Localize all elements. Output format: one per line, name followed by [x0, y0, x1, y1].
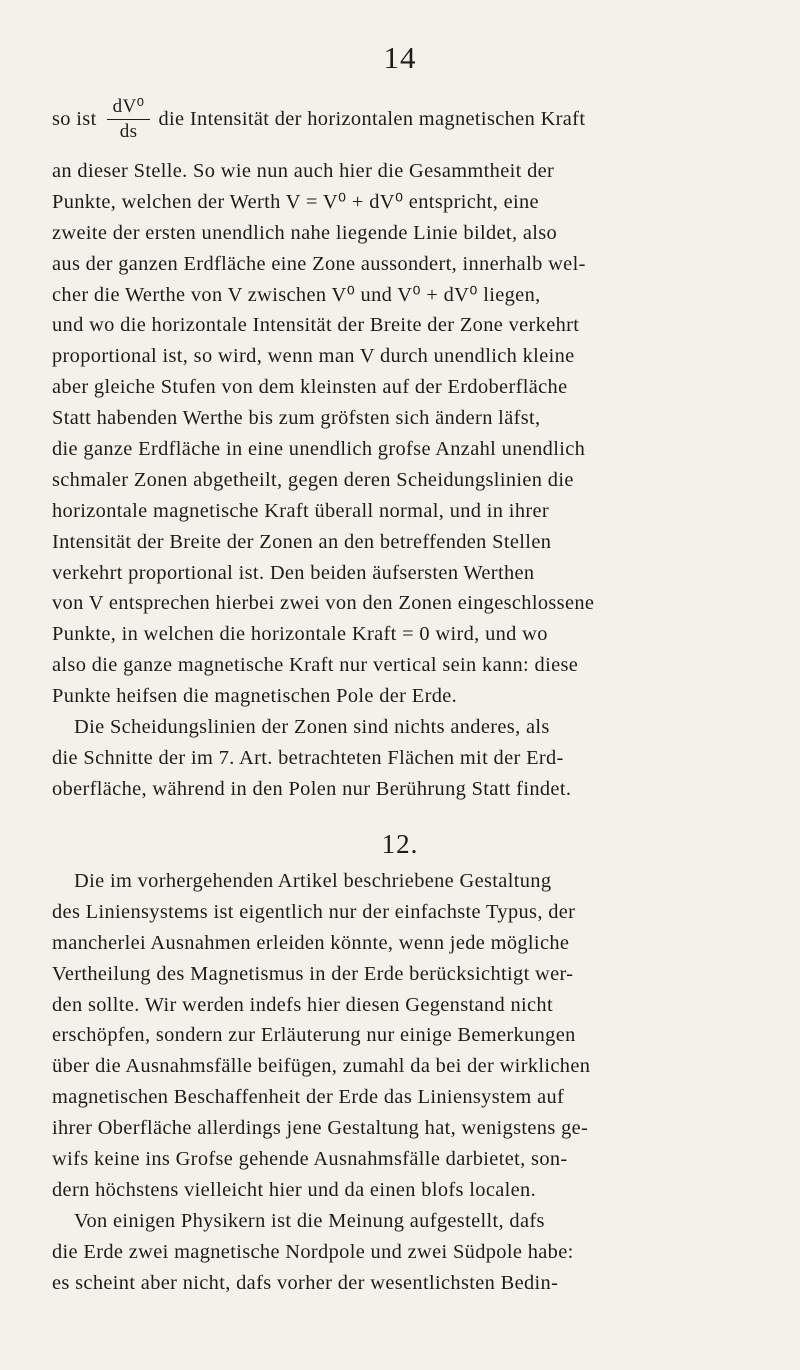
- intro-prefix: so ist: [52, 107, 97, 130]
- fraction-denominator: ds: [119, 120, 138, 142]
- first-text-block: [52, 82, 746, 805]
- text-line: den sollte. Wir werden indefs hier diesen Gegenstand nicht: [52, 993, 553, 1016]
- page-number: 14: [383, 40, 417, 75]
- text-line: es scheint aber nicht, dafs vorher der wesentlichsten Bedin-: [52, 1271, 559, 1294]
- text-line: Intensität der Breite der Zonen an den betreffenden Stellen: [52, 530, 552, 553]
- text-line: Vertheilung des Magnetismus in der Erde berücksichtigt wer-: [52, 962, 574, 985]
- text-line: Punkte, welchen der Werth V = V⁰ + dV⁰ entspricht, eine: [52, 190, 539, 213]
- derivative-fraction: [107, 97, 151, 142]
- paragraph-3: [52, 866, 746, 1206]
- second-text-block: [52, 866, 746, 1298]
- text-line: cher die Werthe von V zwischen V⁰ und V⁰ + dV⁰ liegen,: [52, 283, 541, 306]
- text-line: schmaler Zonen abgetheilt, gegen deren Scheidungslinien die: [52, 468, 574, 491]
- text-line: des Liniensystems ist eigentlich nur der einfachste Typus, der: [52, 900, 576, 923]
- text-line: Von einigen Physikern ist die Meinung aufgestellt, dafs: [74, 1209, 545, 1232]
- text-line: dern höchstens vielleicht hier und da einen blofs localen.: [52, 1178, 537, 1201]
- fraction-numerator: dV⁰: [107, 97, 151, 120]
- text-line: die Schnitte der im 7. Art. betrachteten Flächen mit der Erd-: [52, 746, 564, 769]
- text-line: Statt habenden Werthe bis zum gröfsten sich ändern läfst,: [52, 407, 541, 430]
- paragraph-2: [52, 712, 746, 805]
- intro-rest: die Intensität der horizontalen magnetischen Kraft: [158, 107, 586, 130]
- text-line: die ganze Erdfläche in eine unendlich grofse Anzahl unendlich: [52, 438, 586, 461]
- text-line: über die Ausnahmsfälle beifügen, zumahl da bei der wirklichen: [52, 1055, 591, 1078]
- text-line: an dieser Stelle. So wie nun auch hier die Gesammtheit der: [52, 160, 555, 182]
- text-line: Die Scheidungslinien der Zonen sind nichts anderes, als: [74, 716, 550, 739]
- text-line: zweite der ersten unendlich nahe liegende Linie bildet, also: [52, 221, 558, 244]
- text-line: horizontale magnetische Kraft überall normal, und in ihrer: [52, 499, 550, 522]
- text-line: also die ganze magnetische Kraft nur vertical sein kann: diese: [52, 654, 579, 677]
- text-line: wifs keine ins Grofse gehende Ausnahmsfälle darbietet, son-: [52, 1148, 568, 1171]
- intro-line-with-fraction: [52, 82, 746, 156]
- text-line: mancherlei Ausnahmen erleiden könnte, wenn jede mögliche: [52, 931, 570, 954]
- text-line: von V entsprechen hierbei zwei von den Zonen eingeschlossene: [52, 592, 595, 615]
- text-line: magnetischen Beschaffenheit der Erde das Liniensystem auf: [52, 1086, 565, 1109]
- paragraph-1: [52, 156, 746, 712]
- text-line: Punkte heifsen die magnetischen Pole der Erde.: [52, 685, 458, 708]
- text-line: oberfläche, während in den Polen nur Berührung Statt findet.: [52, 777, 572, 800]
- text-line: aus der ganzen Erdfläche eine Zone aussondert, innerhalb wel-: [52, 252, 586, 275]
- text-line: Die im vorhergehenden Artikel beschriebene Gestaltung: [74, 870, 552, 892]
- text-line: verkehrt proportional ist. Den beiden äufsersten Werthen: [52, 561, 535, 584]
- text-line: proportional ist, so wird, wenn man V durch unendlich kleine: [52, 345, 575, 368]
- text-line: aber gleiche Stufen von dem kleinsten auf der Erdoberfläche: [52, 376, 568, 399]
- text-line: und wo die horizontale Intensität der Breite der Zone verkehrt: [52, 314, 580, 337]
- paragraph-4: [52, 1206, 746, 1299]
- text-line: ihrer Oberfläche allerdings jene Gestaltung hat, wenigstens ge-: [52, 1117, 589, 1140]
- text-line: die Erde zwei magnetische Nordpole und zwei Südpole habe:: [52, 1240, 574, 1263]
- section-heading: 12.: [381, 829, 419, 859]
- text-line: erschöpfen, sondern zur Erläuterung nur einige Bemerkungen: [52, 1024, 576, 1047]
- text-line: Punkte, in welchen die horizontale Kraft = 0 wird, und wo: [52, 623, 548, 646]
